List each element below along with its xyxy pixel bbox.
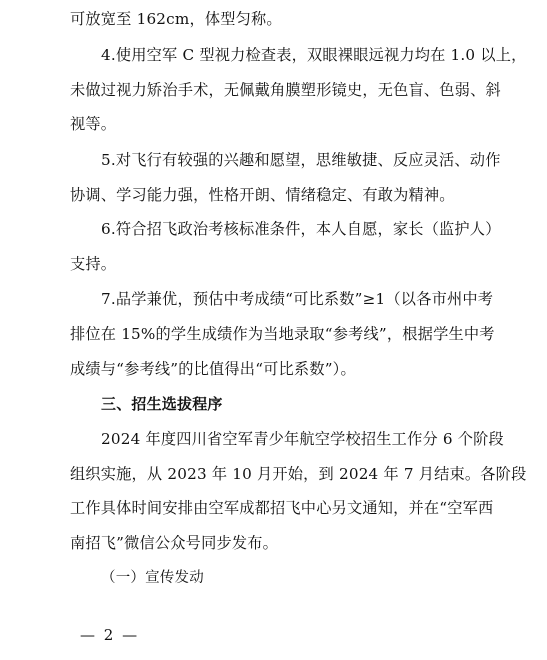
text-line-8: 支持。	[70, 255, 117, 273]
text-line-7: 6.符合招飞政治考核标准条件，本人自愿，家长（监护人）	[101, 220, 501, 238]
text-line-15: 工作具体时间安排由空军成都招飞中心另文通知，并在“空军西	[70, 499, 494, 517]
text-line-2: 4.使用空军 C 型视力检查表，双眼裸眼远视力均在 1.0 以上，	[101, 46, 527, 64]
text-line-9: 7.品学兼优，预估中考成绩“可比系数”≥1（以各市州中考	[101, 290, 494, 308]
text-line-11: 成绩与“参考线”的比值得出“可比系数”）。	[70, 360, 356, 378]
text-line-3: 未做过视力矫治手术，无佩戴角膜塑形镜史，无色盲、色弱、斜	[70, 81, 501, 99]
text-line-6: 协调、学习能力强，性格开朗、情绪稳定、有敢为精神。	[70, 186, 455, 204]
section-heading: 三、招生选拔程序	[101, 395, 223, 413]
text-line-16: 南招飞”微信公众号同步发布。	[70, 534, 279, 552]
text-line-5: 5.对飞行有较强的兴趣和愿望，思维敏捷、反应灵活、动作	[101, 151, 501, 169]
text-line-1: 可放宽至 162cm，体型匀称。	[70, 10, 282, 28]
page-number: — 2 —	[80, 626, 140, 644]
subsection-heading: （一）宣传发动	[101, 570, 204, 586]
text-line-13: 2024 年度四川省空军青少年航空学校招生工作分 6 个阶段	[101, 430, 504, 448]
text-line-14: 组织实施，从 2023 年 10 月开始，到 2024 年 7 月结束。各阶段	[70, 465, 527, 483]
text-line-4: 视等。	[70, 115, 117, 133]
text-line-10: 排位在 15%的学生成绩作为当地录取“参考线”，根据学生中考	[70, 325, 495, 343]
